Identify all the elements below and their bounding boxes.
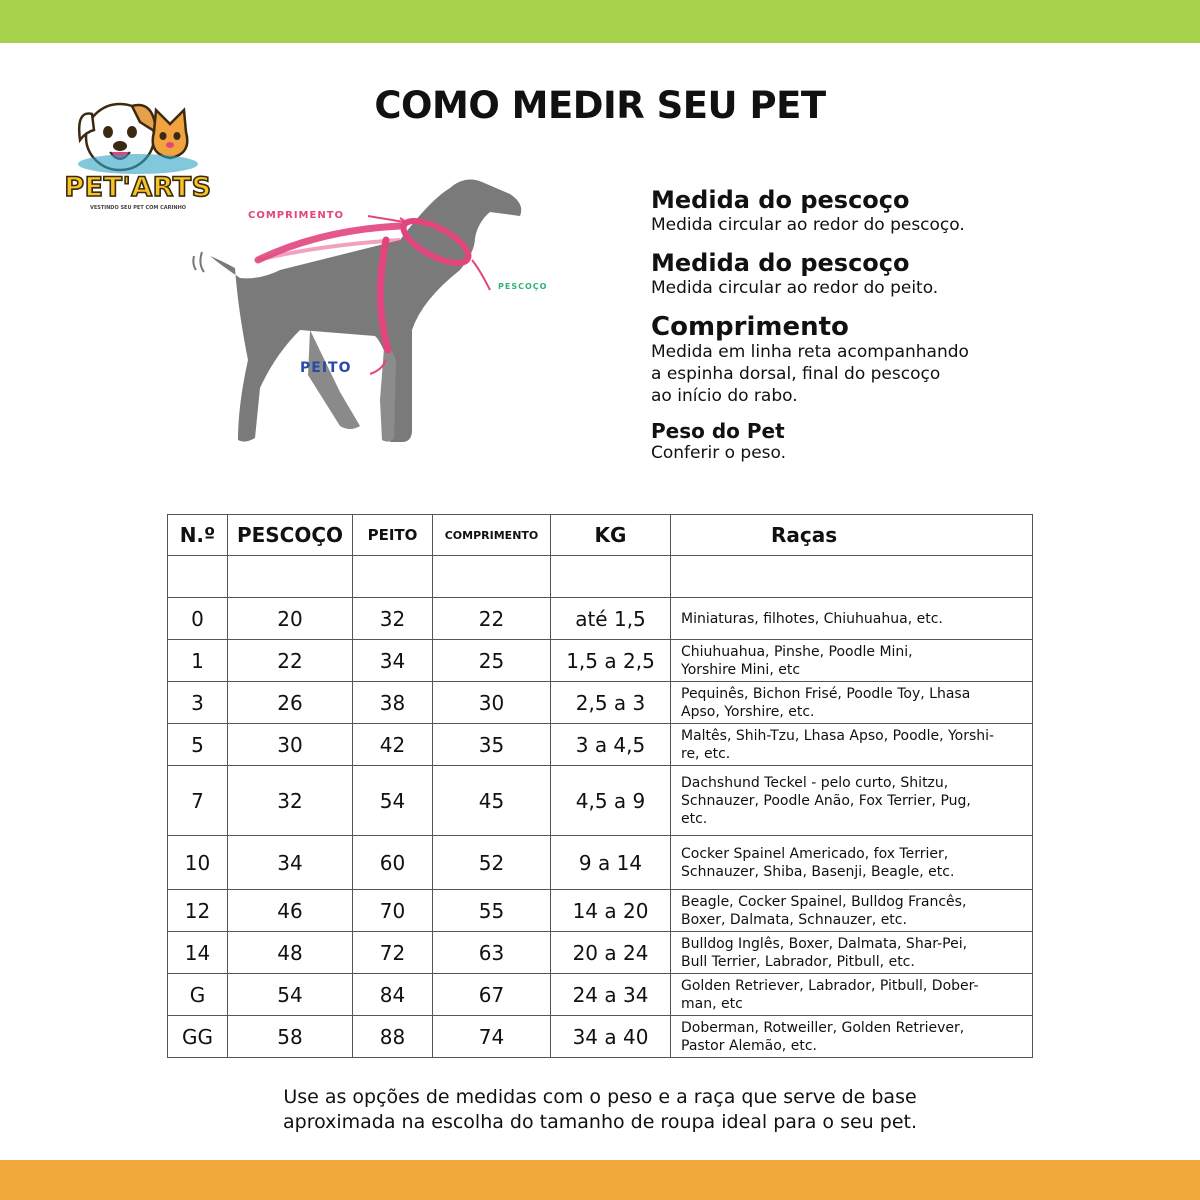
instruction-heading: Medida do pescoço — [651, 186, 910, 214]
cell-racas — [671, 724, 1033, 766]
cell-comprimento: 55 — [433, 890, 551, 932]
cell-comprimento: 52 — [433, 836, 551, 890]
cell-n: 12 — [168, 890, 228, 932]
cell-peito: 84 — [353, 974, 433, 1016]
table-row — [168, 836, 1033, 890]
instruction-text: Medida em linha reta acompanhando — [651, 342, 969, 362]
cell-peito: 38 — [353, 682, 433, 724]
breed-line: etc. — [681, 810, 708, 827]
cell-n: 7 — [168, 766, 228, 836]
cell-peito: 54 — [353, 766, 433, 836]
cell-comprimento: 67 — [433, 974, 551, 1016]
instruction-text: Conferir o peso. — [651, 443, 787, 463]
breed-line: Yorshire Mini, etc — [681, 661, 801, 678]
table-row — [168, 890, 1033, 932]
instruction-heading: Comprimento — [651, 312, 849, 342]
cell-comprimento: 35 — [433, 724, 551, 766]
cell-peito: 32 — [353, 598, 433, 640]
cell-pescoco: 32 — [228, 766, 353, 836]
peito-label: PEITO — [300, 360, 352, 376]
bottom-color-bar — [0, 1160, 1200, 1200]
cell-peito: 70 — [353, 890, 433, 932]
size-table — [167, 514, 1033, 1058]
cell-racas — [671, 766, 1033, 836]
column-header-pescoco: PESCOÇO — [228, 515, 353, 556]
cell-peito: 34 — [353, 640, 433, 682]
breed-line: Maltês, Shih-Tzu, Lhasa Apso, Poodle, Yorshi- — [681, 727, 995, 744]
table-row — [168, 766, 1033, 836]
breed-line: Dachshund Teckel - pelo curto, Shitzu, — [681, 774, 949, 791]
instruction-length — [651, 313, 1051, 407]
table-empty-row — [168, 556, 1033, 598]
cell-kg: 4,5 a 9 — [551, 766, 671, 836]
top-color-bar — [0, 0, 1200, 43]
breed-line: Schnauzer, Poodle Anão, Fox Terrier, Pug, — [681, 792, 971, 809]
breed-line: Bull Terrier, Labrador, Pitbull, etc. — [681, 953, 915, 970]
breed-line: Boxer, Dalmata, Schnauzer, etc. — [681, 911, 907, 928]
table-row — [168, 724, 1033, 766]
breed-line: Apso, Yorshire, etc. — [681, 703, 815, 720]
breed-line: Doberman, Rotweiller, Golden Retriever, — [681, 1019, 965, 1036]
column-header-comprimento: COMPRIMENTO — [433, 515, 551, 556]
cell-n: 1 — [168, 640, 228, 682]
footer-note — [0, 1085, 1200, 1135]
table-row — [168, 682, 1033, 724]
cell-racas — [671, 1016, 1033, 1058]
cell-comprimento: 74 — [433, 1016, 551, 1058]
dog-measurement-illustration — [190, 160, 590, 450]
page-title: COMO MEDIR SEU PET — [374, 84, 826, 127]
table-row — [168, 640, 1033, 682]
breed-line: Pastor Alemão, etc. — [681, 1037, 817, 1054]
column-header-number: N.º — [168, 515, 228, 556]
cell-pescoco: 58 — [228, 1016, 353, 1058]
cell-peito: 72 — [353, 932, 433, 974]
cell-n: G — [168, 974, 228, 1016]
breed-line: Beagle, Cocker Spainel, Bulldog Francês, — [681, 893, 967, 910]
cell-kg: 2,5 a 3 — [551, 682, 671, 724]
instruction-heading: Medida do pescoço — [651, 249, 910, 277]
cell-kg: 24 a 34 — [551, 974, 671, 1016]
column-header-racas: Raças — [671, 515, 1033, 556]
cell-kg: até 1,5 — [551, 598, 671, 640]
instruction-text: a espinha dorsal, final do pescoço — [651, 364, 941, 384]
cell-racas — [671, 932, 1033, 974]
footer-line: aproximada na escolha do tamanho de roupa ideal para o seu pet. — [282, 1111, 917, 1133]
cell-n: 10 — [168, 836, 228, 890]
cell-comprimento: 63 — [433, 932, 551, 974]
cell-comprimento: 22 — [433, 598, 551, 640]
breed-line: man, etc — [681, 995, 743, 1012]
pescoco-label: PESCOÇO — [498, 282, 548, 291]
breed-line: Chiuhuahua, Pinshe, Poodle Mini, — [681, 643, 913, 660]
cell-kg: 1,5 a 2,5 — [551, 640, 671, 682]
breed-line: Schnauzer, Shiba, Basenji, Beagle, etc. — [681, 863, 955, 880]
instruction-weight — [651, 420, 1051, 464]
logo-tagline: VESTINDO SEU PET COM CARINHO — [89, 205, 187, 211]
cell-n: 14 — [168, 932, 228, 974]
cell-n: 3 — [168, 682, 228, 724]
cell-racas — [671, 640, 1033, 682]
cell-pescoco: 26 — [228, 682, 353, 724]
instruction-text: Medida circular ao redor do peito. — [651, 278, 939, 298]
cell-racas — [671, 974, 1033, 1016]
breed-line: Pequinês, Bichon Frisé, Poodle Toy, Lhasa — [681, 685, 971, 702]
table-row — [168, 1016, 1033, 1058]
comprimento-label: COMPRIMENTO — [248, 210, 345, 221]
cell-kg: 3 a 4,5 — [551, 724, 671, 766]
cell-comprimento: 45 — [433, 766, 551, 836]
logo-brand-name: PET'ARTS — [64, 172, 212, 203]
table-header-row — [168, 515, 1033, 556]
cell-pescoco: 34 — [228, 836, 353, 890]
cell-kg: 9 a 14 — [551, 836, 671, 890]
cell-kg: 14 a 20 — [551, 890, 671, 932]
cell-n: 0 — [168, 598, 228, 640]
breed-line: Miniaturas, filhotes, Chiuhuahua, etc. — [681, 610, 943, 627]
cell-pescoco: 20 — [228, 598, 353, 640]
cell-kg: 34 a 40 — [551, 1016, 671, 1058]
cell-pescoco: 30 — [228, 724, 353, 766]
cell-comprimento: 25 — [433, 640, 551, 682]
cell-kg: 20 a 24 — [551, 932, 671, 974]
dog-silhouette-icon — [190, 160, 590, 450]
cell-racas — [671, 890, 1033, 932]
cell-pescoco: 48 — [228, 932, 353, 974]
instruction-text: Medida circular ao redor do pescoço. — [651, 215, 965, 235]
table-row — [168, 932, 1033, 974]
breed-line: Cocker Spainel Americado, fox Terrier, — [681, 845, 949, 862]
cell-pescoco: 54 — [228, 974, 353, 1016]
cell-racas — [671, 598, 1033, 640]
column-header-kg: KG — [551, 515, 671, 556]
instruction-neck — [651, 187, 1051, 236]
breed-line: Bulldog Inglês, Boxer, Dalmata, Shar-Pei, — [681, 935, 968, 952]
instruction-chest — [651, 250, 1051, 299]
table-body — [168, 556, 1033, 1058]
cell-peito: 88 — [353, 1016, 433, 1058]
table-row — [168, 974, 1033, 1016]
column-header-peito: PEITO — [353, 515, 433, 556]
cell-pescoco: 22 — [228, 640, 353, 682]
table-row — [168, 598, 1033, 640]
instruction-text: ao início do rabo. — [651, 386, 798, 406]
cell-racas — [671, 682, 1033, 724]
instruction-heading: Peso do Pet — [651, 419, 785, 443]
cell-peito: 60 — [353, 836, 433, 890]
breed-line: Golden Retriever, Labrador, Pitbull, Dober- — [681, 977, 979, 994]
cell-n: GG — [168, 1016, 228, 1058]
cell-comprimento: 30 — [433, 682, 551, 724]
cell-n: 5 — [168, 724, 228, 766]
cell-racas — [671, 836, 1033, 890]
cell-pescoco: 46 — [228, 890, 353, 932]
cell-peito: 42 — [353, 724, 433, 766]
breed-line: re, etc. — [681, 745, 731, 762]
footer-line: Use as opções de medidas com o peso e a raça que serve de base — [283, 1086, 917, 1108]
